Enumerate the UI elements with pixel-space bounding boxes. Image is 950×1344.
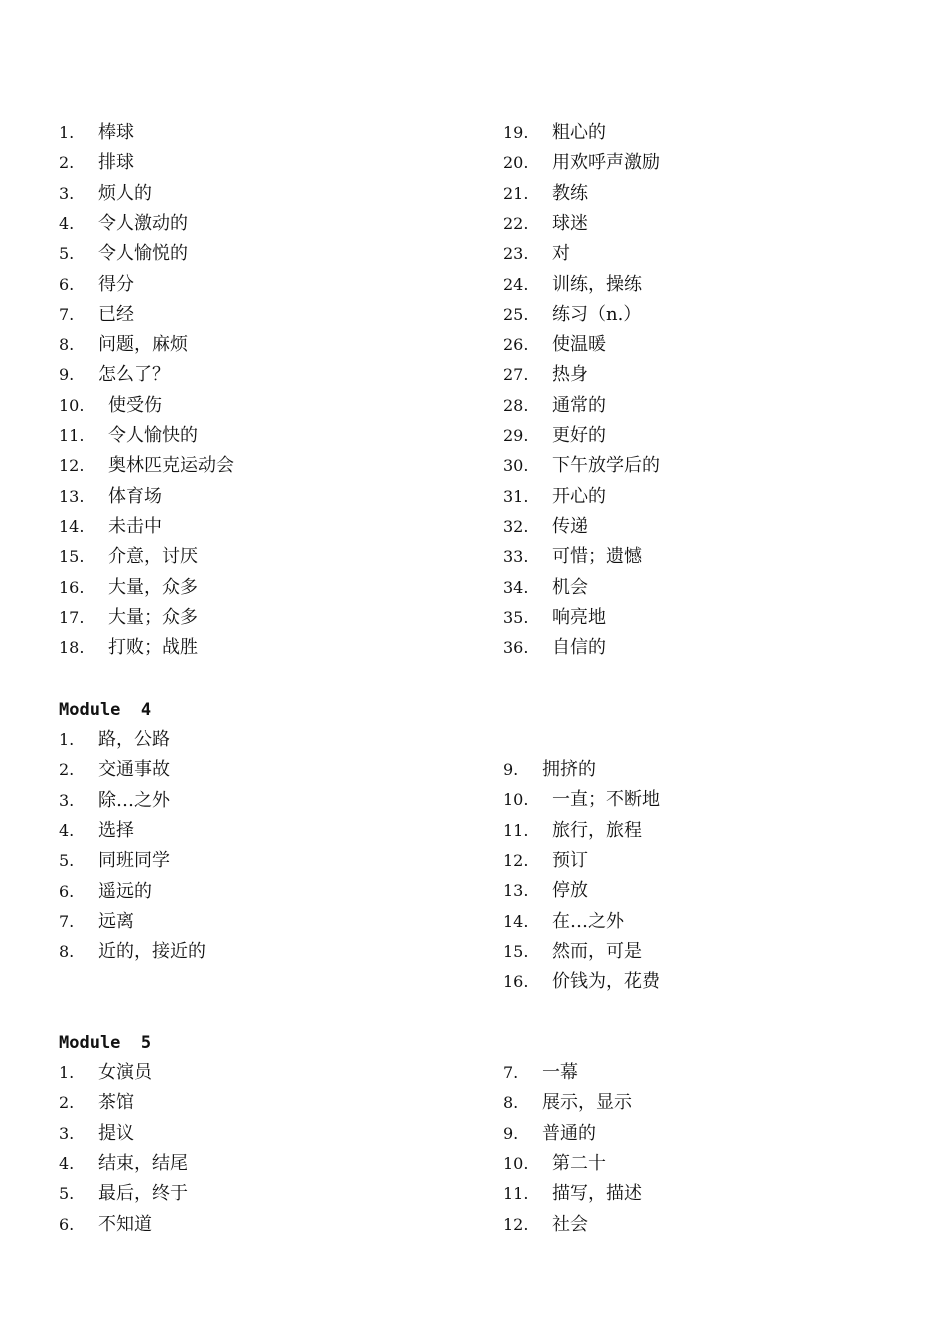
module5-heading: Module 5	[59, 1033, 152, 1053]
item-number: 36.	[503, 638, 529, 658]
item-number: 12.	[503, 850, 529, 870]
item-term: 旅行，旅程	[552, 819, 642, 841]
item-number: 13.	[59, 486, 85, 506]
item-number: 3.	[59, 790, 75, 810]
vocab-item	[59, 300, 134, 330]
vocab-item	[59, 846, 170, 876]
item-number: 5.	[59, 851, 75, 871]
item-number: 26.	[503, 335, 529, 355]
item-number: 22.	[503, 213, 529, 233]
vocab-item	[503, 239, 570, 269]
vocab-item	[503, 816, 642, 846]
vocab-item	[503, 937, 642, 967]
item-number: 29.	[503, 426, 529, 445]
item-number: 16.	[503, 972, 529, 992]
item-term: 价钱为，花费	[552, 971, 660, 993]
vocab-item	[503, 573, 588, 603]
item-term: 交通事故	[98, 759, 170, 781]
vocab-item	[503, 209, 588, 239]
vocab-item	[59, 512, 162, 542]
vocab-item	[503, 1149, 606, 1179]
item-term: 排球	[98, 152, 134, 174]
item-number: 10.	[503, 790, 529, 810]
item-number: 34.	[503, 577, 529, 597]
item-number: 8.	[59, 335, 75, 355]
vocab-item	[503, 451, 660, 481]
vocab-item	[503, 391, 606, 421]
vocab-item	[59, 877, 152, 907]
item-number: 27.	[503, 365, 529, 385]
item-term: 遥远的	[98, 880, 152, 902]
item-number: 2.	[59, 153, 75, 173]
item-number: 2.	[59, 760, 75, 780]
item-number: 6.	[59, 274, 75, 294]
item-term: 不知道	[98, 1213, 152, 1235]
item-term: 训练，操练	[552, 273, 642, 295]
item-term: 除…之外	[98, 789, 170, 811]
vocab-item	[59, 907, 134, 937]
item-term: 未击中	[108, 515, 162, 537]
vocab-item	[503, 1088, 632, 1118]
vocab-item	[503, 1058, 578, 1088]
vocab-item	[59, 391, 162, 421]
vocab-item	[59, 816, 134, 846]
item-number: 11.	[503, 820, 529, 840]
item-number: 24.	[503, 274, 529, 294]
item-term: 第二十	[552, 1152, 606, 1174]
item-term: 茶馆	[98, 1092, 134, 1114]
item-number: 2.	[59, 1093, 75, 1113]
item-number: 7.	[503, 1063, 519, 1082]
item-term: 选择	[98, 819, 134, 841]
item-term: 怎么了？	[98, 364, 170, 386]
item-term: 近的，接近的	[98, 941, 206, 963]
vocab-item	[503, 1179, 642, 1209]
item-number: 6.	[59, 1214, 75, 1234]
vocab-item	[503, 876, 588, 906]
item-term: 路，公路	[98, 729, 170, 750]
item-term: 拥挤的	[542, 759, 596, 780]
item-term: 教练	[552, 182, 588, 204]
item-number: 25.	[503, 304, 529, 324]
item-term: 女演员	[98, 1062, 152, 1083]
vocab-item	[59, 482, 162, 512]
item-term: 提议	[98, 1122, 134, 1144]
item-number: 14.	[59, 516, 85, 536]
item-term: 问题，麻烦	[98, 334, 188, 356]
item-term: 最后，终于	[98, 1183, 188, 1205]
item-term: 令人激动的	[98, 212, 188, 234]
vocab-item	[503, 967, 660, 997]
item-term: 令人愉悦的	[98, 243, 188, 265]
module4-heading: Module 4	[59, 700, 152, 720]
item-number: 15.	[59, 547, 85, 567]
item-number: 3.	[59, 183, 75, 203]
item-term: 同班同学	[98, 850, 170, 872]
item-number: 20.	[503, 153, 529, 173]
vocab-item	[503, 300, 641, 330]
item-number: 8.	[503, 1093, 519, 1113]
item-number: 3.	[59, 1123, 75, 1143]
vocab-item	[503, 633, 606, 663]
vocab-item	[503, 512, 588, 542]
vocab-item	[59, 148, 134, 178]
item-number: 21.	[503, 183, 529, 203]
vocab-item	[503, 148, 660, 178]
item-term: 描写，描述	[552, 1183, 642, 1205]
item-number: 10.	[59, 395, 85, 415]
item-number: 15.	[503, 941, 529, 961]
vocab-item	[59, 451, 234, 481]
vocab-item	[503, 603, 606, 633]
item-number: 18.	[59, 638, 85, 658]
item-term: 可惜；遗憾	[552, 546, 642, 568]
item-term: 棒球	[98, 122, 134, 143]
item-number: 4.	[59, 820, 75, 840]
item-term: 得分	[98, 273, 134, 295]
item-term: 奥林匹克运动会	[108, 455, 234, 477]
item-number: 7.	[59, 911, 75, 931]
item-number: 5.	[59, 244, 75, 264]
vocab-item	[503, 542, 642, 572]
item-term: 预订	[552, 849, 588, 871]
vocab-item	[503, 360, 588, 390]
item-term: 然而，可是	[552, 940, 642, 962]
vocab-item	[59, 573, 198, 603]
item-term: 介意，讨厌	[108, 546, 198, 568]
vocab-item	[59, 1088, 134, 1118]
vocab-item	[59, 270, 134, 300]
vocab-item	[59, 209, 188, 239]
item-number: 30.	[503, 456, 529, 476]
item-term: 热身	[552, 364, 588, 386]
item-term: 传递	[552, 515, 588, 537]
vocab-item	[503, 1119, 596, 1149]
item-number: 28.	[503, 395, 529, 415]
vocab-item	[59, 1149, 188, 1179]
vocab-item	[503, 785, 660, 815]
item-term: 大量；众多	[108, 606, 198, 628]
item-term: 粗心的	[552, 122, 606, 143]
vocab-item	[59, 179, 152, 209]
item-number: 23.	[503, 244, 529, 264]
vocab-item	[59, 1179, 188, 1209]
item-term: 烦人的	[98, 182, 152, 204]
vocab-item	[59, 239, 188, 269]
vocab-item	[503, 330, 606, 360]
item-number: 32.	[503, 516, 529, 536]
item-number: 6.	[59, 881, 75, 901]
vocab-item	[59, 937, 206, 967]
item-number: 1.	[59, 730, 75, 749]
item-term: 大量，众多	[108, 576, 198, 598]
item-number: 4.	[59, 213, 75, 233]
vocab-item	[503, 482, 606, 512]
vocab-item	[503, 179, 588, 209]
item-number: 33.	[503, 547, 529, 567]
item-number: 12.	[59, 456, 85, 476]
item-term: 对	[552, 243, 570, 265]
item-term: 下午放学后的	[552, 455, 660, 477]
vocab-item	[59, 1210, 152, 1240]
item-number: 19.	[503, 123, 529, 142]
item-term: 机会	[552, 576, 588, 598]
item-number: 11.	[59, 426, 85, 445]
item-term: 已经	[98, 303, 134, 325]
item-number: 14.	[503, 911, 529, 931]
item-term: 普通的	[542, 1122, 596, 1144]
item-term: 展示，显示	[542, 1092, 632, 1114]
vocab-item	[59, 755, 170, 785]
vocab-item	[59, 786, 170, 816]
item-number: 11.	[503, 1184, 529, 1204]
item-number: 16.	[59, 577, 85, 597]
item-term: 响亮地	[552, 606, 606, 628]
vocab-item	[503, 755, 596, 785]
vocab-item	[503, 907, 624, 937]
vocab-item	[59, 421, 198, 451]
item-term: 一直；不断地	[552, 789, 660, 811]
item-term: 在…之外	[552, 910, 624, 932]
item-number: 9.	[503, 1123, 519, 1143]
vocab-item	[59, 603, 198, 633]
vocab-item	[503, 421, 606, 451]
item-term: 自信的	[552, 637, 606, 659]
item-term: 更好的	[552, 425, 606, 446]
item-number: 9.	[503, 760, 519, 779]
item-term: 令人愉快的	[108, 425, 198, 446]
item-term: 通常的	[552, 394, 606, 416]
item-number: 1.	[59, 1063, 75, 1082]
item-number: 13.	[503, 881, 529, 901]
vocab-item	[503, 270, 642, 300]
item-number: 12.	[503, 1214, 529, 1234]
item-number: 5.	[59, 1184, 75, 1204]
vocab-item	[59, 118, 134, 148]
item-term: 使温暖	[552, 334, 606, 356]
item-number: 1.	[59, 123, 75, 142]
vocab-item	[503, 846, 588, 876]
item-term: 开心的	[552, 485, 606, 507]
item-term: 远离	[98, 910, 134, 932]
item-term: 停放	[552, 880, 588, 902]
vocab-item	[59, 1119, 134, 1149]
item-term: 一幕	[542, 1062, 578, 1083]
item-term: 使受伤	[108, 394, 162, 416]
item-term: 体育场	[108, 485, 162, 507]
item-number: 8.	[59, 942, 75, 962]
item-number: 7.	[59, 304, 75, 324]
item-number: 10.	[503, 1153, 529, 1173]
vocab-item	[503, 1210, 588, 1240]
item-term: 结束，结尾	[98, 1152, 188, 1174]
item-number: 4.	[59, 1153, 75, 1173]
item-term: 打败；战胜	[108, 637, 198, 659]
item-term: 练习（n.）	[552, 303, 642, 325]
vocab-item	[59, 542, 198, 572]
vocab-item	[59, 360, 170, 390]
item-term: 社会	[552, 1213, 588, 1235]
item-number: 17.	[59, 607, 85, 627]
vocab-item	[59, 1058, 152, 1088]
vocab-item	[503, 118, 606, 148]
item-number: 35.	[503, 607, 529, 627]
item-term: 球迷	[552, 212, 588, 234]
item-number: 9.	[59, 365, 75, 385]
vocab-item	[59, 725, 170, 755]
vocab-item	[59, 330, 188, 360]
vocab-item	[59, 633, 198, 663]
item-term: 用欢呼声激励	[552, 152, 660, 174]
item-number: 31.	[503, 486, 529, 506]
